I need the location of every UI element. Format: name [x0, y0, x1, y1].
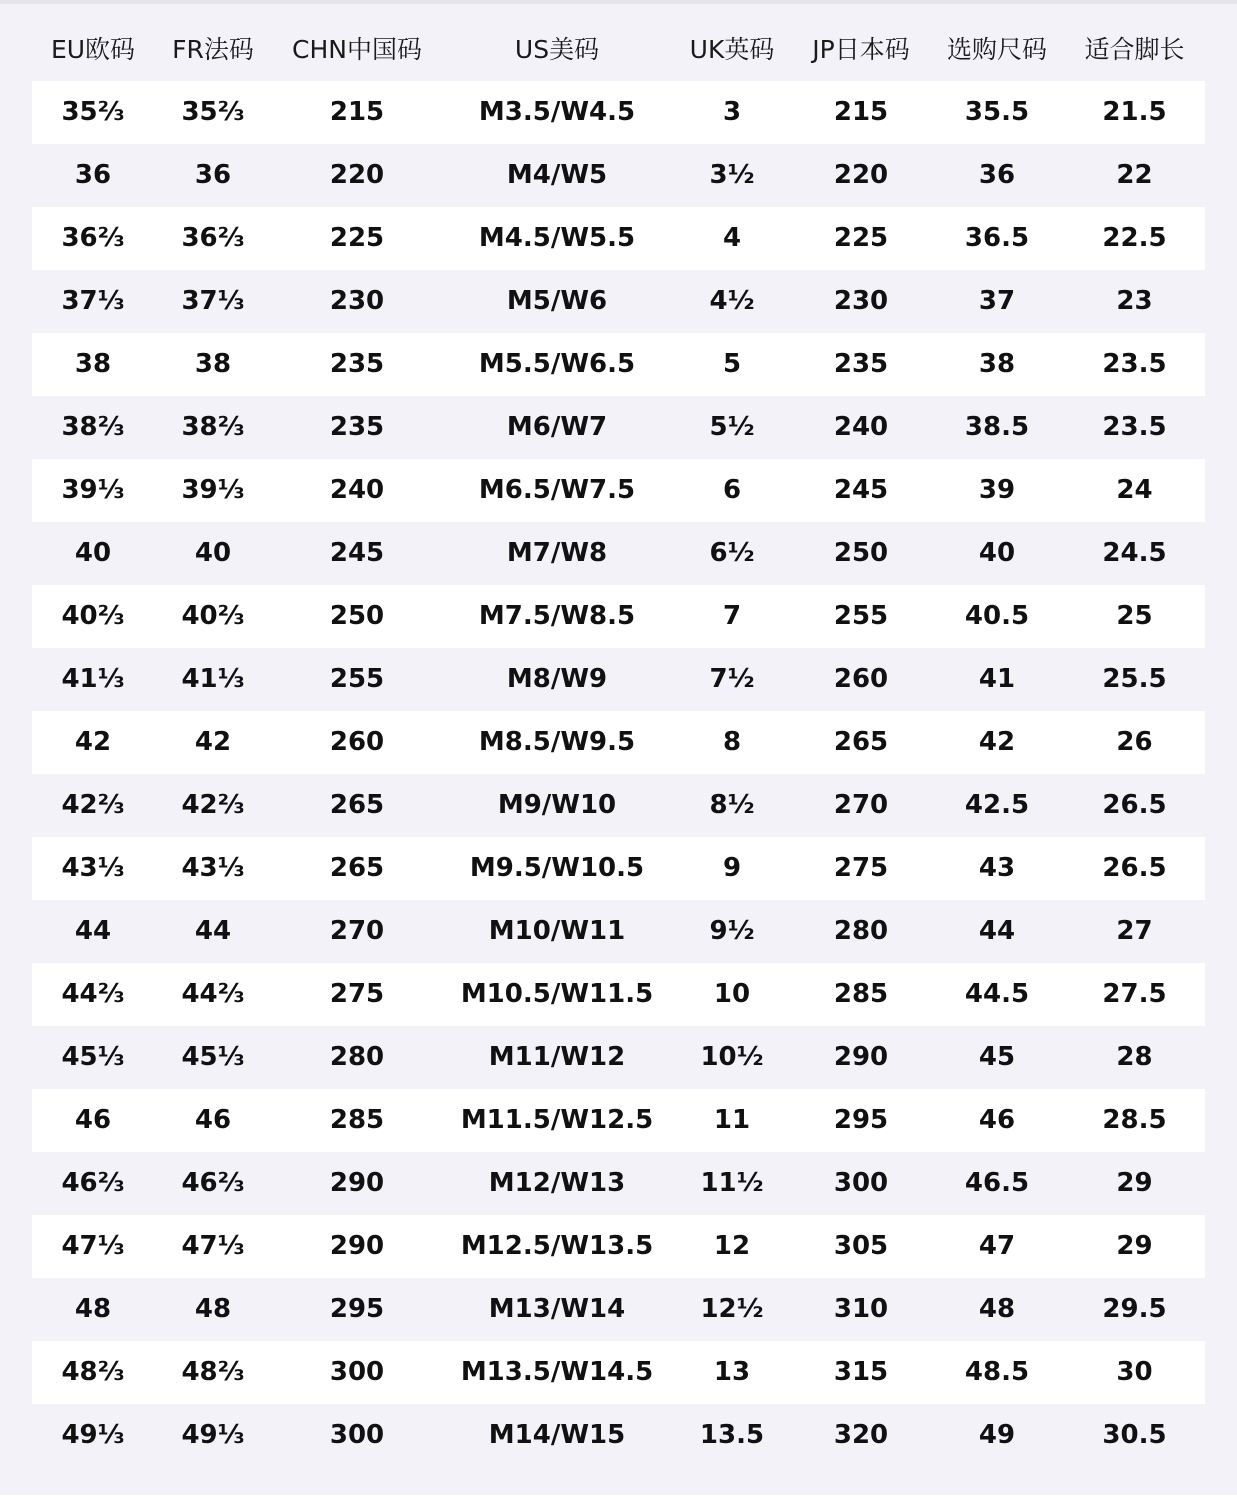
cell-fr: 45⅓ — [181, 1042, 245, 1072]
cell-fr: 48⅔ — [181, 1357, 245, 1387]
cell-fr: 44 — [194, 916, 232, 946]
cell-jp: 235 — [833, 349, 889, 379]
cell-fr: 42 — [194, 727, 232, 757]
cell-foot-length: 26.5 — [1102, 790, 1167, 820]
table-row — [32, 837, 1205, 900]
header-chn: CHN中国码 — [292, 35, 422, 64]
cell-eu: 48⅔ — [61, 1357, 125, 1387]
header-select-size: 选购尺码 — [946, 35, 1047, 64]
cell-fr: 35⅔ — [181, 97, 245, 127]
cell-select-size: 35.5 — [964, 97, 1030, 127]
cell-select-size: 37 — [978, 286, 1016, 316]
table-row — [32, 270, 1205, 333]
cell-us: M8/W9 — [506, 664, 608, 694]
cell-us: M10.5/W11.5 — [460, 979, 654, 1009]
cell-chn: 230 — [329, 286, 385, 316]
cell-foot-length: 29 — [1116, 1231, 1153, 1261]
cell-us: M7/W8 — [506, 538, 608, 568]
cell-fr: 46⅔ — [181, 1168, 245, 1198]
cell-jp: 225 — [833, 223, 889, 253]
cell-eu: 47⅓ — [61, 1231, 125, 1261]
cell-jp: 290 — [833, 1042, 889, 1072]
cell-uk: 12½ — [700, 1294, 764, 1324]
cell-fr: 47⅓ — [181, 1231, 245, 1261]
cell-select-size: 44.5 — [964, 979, 1030, 1009]
cell-chn: 295 — [329, 1294, 385, 1324]
header-fr: FR法码 — [172, 35, 254, 64]
cell-chn: 265 — [329, 853, 385, 883]
cell-chn: 270 — [329, 916, 385, 946]
table-row — [32, 648, 1205, 711]
cell-uk: 8½ — [709, 790, 755, 820]
cell-foot-length: 28.5 — [1102, 1105, 1167, 1135]
cell-foot-length: 23.5 — [1102, 349, 1167, 379]
cell-us: M6.5/W7.5 — [478, 475, 636, 505]
table-row — [32, 522, 1205, 585]
cell-foot-length: 24.5 — [1102, 538, 1167, 568]
cell-fr: 49⅓ — [181, 1420, 245, 1450]
cell-us: M8.5/W9.5 — [478, 727, 636, 757]
cell-chn: 255 — [329, 664, 385, 694]
cell-select-size: 47 — [978, 1231, 1016, 1261]
cell-eu: 35⅔ — [61, 97, 125, 127]
cell-us: M12.5/W13.5 — [460, 1231, 654, 1261]
cell-jp: 215 — [833, 97, 889, 127]
cell-select-size: 43 — [978, 853, 1016, 883]
cell-foot-length: 25.5 — [1102, 664, 1167, 694]
table-row — [32, 963, 1205, 1026]
cell-foot-length: 28 — [1116, 1042, 1153, 1072]
cell-us: M10/W11 — [488, 916, 626, 946]
cell-eu: 49⅓ — [61, 1420, 125, 1450]
table-row — [32, 459, 1205, 522]
cell-foot-length: 26 — [1116, 727, 1153, 757]
table-row — [32, 207, 1205, 270]
cell-select-size: 45 — [978, 1042, 1016, 1072]
cell-uk: 7½ — [709, 664, 755, 694]
cell-select-size: 36 — [978, 160, 1016, 190]
cell-us: M5.5/W6.5 — [478, 349, 636, 379]
cell-jp: 320 — [833, 1420, 889, 1450]
cell-uk: 10½ — [700, 1042, 764, 1072]
cell-jp: 230 — [833, 286, 889, 316]
cell-us: M14/W15 — [488, 1420, 626, 1450]
cell-uk: 6½ — [709, 538, 755, 568]
cell-us: M9.5/W10.5 — [469, 853, 645, 883]
cell-chn: 280 — [329, 1042, 385, 1072]
cell-fr: 38⅔ — [181, 412, 245, 442]
table-row — [32, 1152, 1205, 1215]
cell-select-size: 38 — [978, 349, 1016, 379]
cell-fr: 44⅔ — [181, 979, 245, 1009]
cell-select-size: 48.5 — [964, 1357, 1030, 1387]
header-eu: EU欧码 — [50, 35, 136, 64]
cell-jp: 305 — [833, 1231, 889, 1261]
cell-foot-length: 22.5 — [1102, 223, 1167, 253]
cell-eu: 36⅔ — [61, 223, 125, 253]
cell-foot-length: 30 — [1116, 1357, 1153, 1387]
cell-uk: 5 — [722, 349, 742, 379]
cell-chn: 290 — [329, 1168, 385, 1198]
header-us: US美码 — [514, 35, 600, 64]
cell-eu: 44⅔ — [61, 979, 125, 1009]
cell-chn: 225 — [329, 223, 385, 253]
table-row — [32, 585, 1205, 648]
table-row — [32, 1404, 1205, 1467]
cell-us: M13/W14 — [488, 1294, 626, 1324]
cell-jp: 310 — [833, 1294, 889, 1324]
table-row — [32, 1215, 1205, 1278]
cell-us: M4/W5 — [506, 160, 608, 190]
cell-uk: 12 — [713, 1231, 751, 1261]
cell-uk: 10 — [713, 979, 751, 1009]
cell-chn: 250 — [329, 601, 385, 631]
table-row — [32, 1278, 1205, 1341]
cell-select-size: 48 — [978, 1294, 1016, 1324]
cell-jp: 260 — [833, 664, 889, 694]
table-row — [32, 1089, 1205, 1152]
table-row — [32, 711, 1205, 774]
cell-fr: 37⅓ — [181, 286, 245, 316]
table-row — [32, 1341, 1205, 1404]
cell-chn: 265 — [329, 790, 385, 820]
cell-fr: 36⅔ — [181, 223, 245, 253]
cell-eu: 44 — [74, 916, 112, 946]
cell-jp: 240 — [833, 412, 889, 442]
header-uk: UK英码 — [689, 35, 775, 64]
table-row — [32, 900, 1205, 963]
cell-us: M13.5/W14.5 — [460, 1357, 654, 1387]
bottom-border — [0, 1495, 1237, 1500]
cell-foot-length: 23 — [1116, 286, 1153, 316]
cell-fr: 40 — [194, 538, 232, 568]
cell-eu: 42⅔ — [61, 790, 125, 820]
cell-uk: 3½ — [709, 160, 755, 190]
cell-foot-length: 26.5 — [1102, 853, 1167, 883]
cell-eu: 36 — [74, 160, 112, 190]
cell-uk: 11½ — [700, 1168, 764, 1198]
cell-eu: 41⅓ — [61, 664, 125, 694]
cell-jp: 250 — [833, 538, 889, 568]
cell-us: M7.5/W8.5 — [478, 601, 636, 631]
cell-uk: 5½ — [709, 412, 755, 442]
cell-fr: 38 — [194, 349, 232, 379]
table-row — [32, 81, 1205, 144]
cell-eu: 38⅔ — [61, 412, 125, 442]
cell-jp: 315 — [833, 1357, 889, 1387]
cell-uk: 4 — [722, 223, 742, 253]
cell-fr: 42⅔ — [181, 790, 245, 820]
cell-foot-length: 24 — [1116, 475, 1153, 505]
cell-select-size: 46.5 — [964, 1168, 1030, 1198]
header-foot-length: 适合脚长 — [1084, 35, 1185, 64]
cell-chn: 240 — [329, 475, 385, 505]
cell-jp: 270 — [833, 790, 889, 820]
cell-foot-length: 25 — [1116, 601, 1153, 631]
cell-chn: 245 — [329, 538, 385, 568]
cell-select-size: 40.5 — [964, 601, 1030, 631]
cell-foot-length: 29 — [1116, 1168, 1153, 1198]
cell-eu: 42 — [74, 727, 112, 757]
cell-foot-length: 27 — [1116, 916, 1153, 946]
cell-eu: 46⅔ — [61, 1168, 125, 1198]
cell-foot-length: 30.5 — [1102, 1420, 1167, 1450]
table-row — [32, 144, 1205, 207]
top-border — [0, 0, 1237, 4]
cell-jp: 300 — [833, 1168, 889, 1198]
cell-chn: 235 — [329, 412, 385, 442]
cell-us: M5/W6 — [506, 286, 608, 316]
cell-uk: 3 — [722, 97, 742, 127]
table-row — [32, 774, 1205, 837]
cell-fr: 48 — [194, 1294, 232, 1324]
cell-chn: 300 — [329, 1420, 385, 1450]
cell-fr: 41⅓ — [181, 664, 245, 694]
cell-chn: 235 — [329, 349, 385, 379]
cell-foot-length: 21.5 — [1102, 97, 1167, 127]
cell-select-size: 40 — [978, 538, 1016, 568]
cell-eu: 45⅓ — [61, 1042, 125, 1072]
cell-chn: 215 — [329, 97, 385, 127]
cell-chn: 220 — [329, 160, 385, 190]
cell-fr: 40⅔ — [181, 601, 245, 631]
cell-select-size: 38.5 — [964, 412, 1030, 442]
cell-chn: 275 — [329, 979, 385, 1009]
cell-jp: 245 — [833, 475, 889, 505]
cell-fr: 39⅓ — [181, 475, 245, 505]
cell-jp: 255 — [833, 601, 889, 631]
cell-uk: 11 — [713, 1105, 751, 1135]
cell-select-size: 44 — [978, 916, 1016, 946]
table-row — [32, 1026, 1205, 1089]
cell-us: M4.5/W5.5 — [478, 223, 636, 253]
cell-eu: 38 — [74, 349, 112, 379]
cell-jp: 285 — [833, 979, 889, 1009]
cell-uk: 4½ — [709, 286, 755, 316]
cell-jp: 220 — [833, 160, 889, 190]
cell-fr: 36 — [194, 160, 232, 190]
table-row — [32, 333, 1205, 396]
cell-jp: 280 — [833, 916, 889, 946]
cell-jp: 275 — [833, 853, 889, 883]
cell-select-size: 39 — [978, 475, 1016, 505]
cell-eu: 46 — [74, 1105, 112, 1135]
cell-select-size: 42.5 — [964, 790, 1030, 820]
cell-fr: 43⅓ — [181, 853, 245, 883]
cell-jp: 265 — [833, 727, 889, 757]
cell-us: M6/W7 — [506, 412, 608, 442]
cell-uk: 8 — [722, 727, 742, 757]
cell-eu: 48 — [74, 1294, 112, 1324]
size-table-body — [32, 81, 1205, 1467]
cell-eu: 40⅔ — [61, 601, 125, 631]
cell-foot-length: 22 — [1116, 160, 1153, 190]
cell-uk: 9½ — [709, 916, 755, 946]
cell-foot-length: 29.5 — [1102, 1294, 1167, 1324]
cell-us: M9/W10 — [497, 790, 617, 820]
cell-us: M11/W12 — [488, 1042, 626, 1072]
cell-jp: 295 — [833, 1105, 889, 1135]
cell-select-size: 49 — [978, 1420, 1016, 1450]
cell-eu: 37⅓ — [61, 286, 125, 316]
cell-us: M11.5/W12.5 — [460, 1105, 654, 1135]
table-header — [32, 20, 1205, 80]
cell-us: M3.5/W4.5 — [478, 97, 636, 127]
cell-chn: 290 — [329, 1231, 385, 1261]
cell-chn: 300 — [329, 1357, 385, 1387]
cell-uk: 13.5 — [699, 1420, 765, 1450]
cell-uk: 6 — [722, 475, 742, 505]
cell-chn: 285 — [329, 1105, 385, 1135]
cell-eu: 40 — [74, 538, 112, 568]
cell-foot-length: 27.5 — [1102, 979, 1167, 1009]
cell-select-size: 46 — [978, 1105, 1016, 1135]
header-jp: JP日本码 — [812, 35, 910, 64]
cell-eu: 39⅓ — [61, 475, 125, 505]
cell-select-size: 42 — [978, 727, 1016, 757]
cell-uk: 7 — [722, 601, 742, 631]
cell-uk: 13 — [713, 1357, 751, 1387]
table-row — [32, 396, 1205, 459]
cell-fr: 46 — [194, 1105, 232, 1135]
cell-eu: 43⅓ — [61, 853, 125, 883]
cell-select-size: 36.5 — [964, 223, 1030, 253]
cell-uk: 9 — [722, 853, 742, 883]
cell-chn: 260 — [329, 727, 385, 757]
cell-foot-length: 23.5 — [1102, 412, 1167, 442]
cell-select-size: 41 — [978, 664, 1016, 694]
cell-us: M12/W13 — [488, 1168, 626, 1198]
